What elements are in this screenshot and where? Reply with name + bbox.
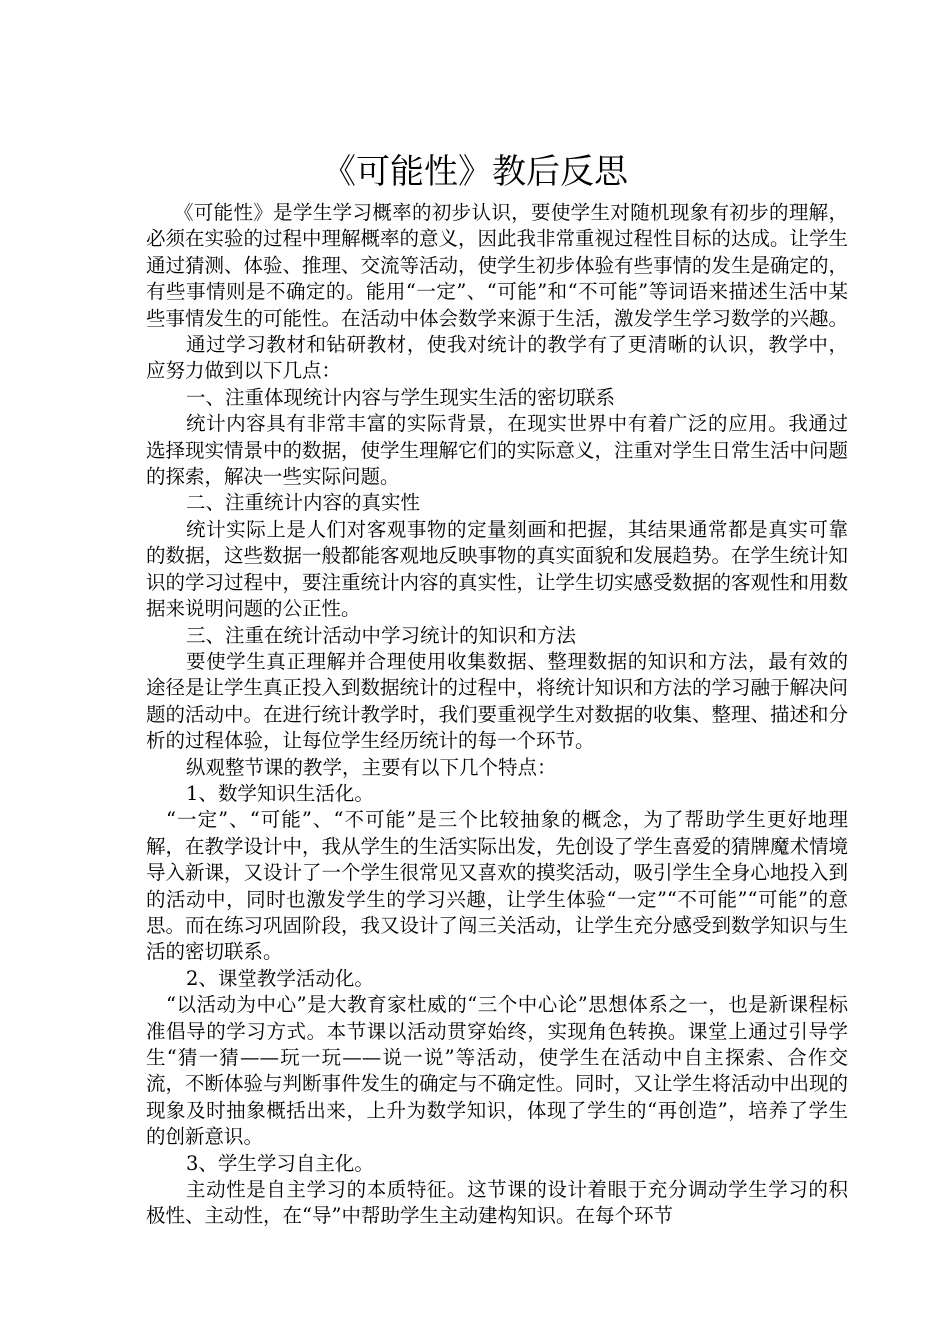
paragraph-features-intro: 纵观整节课的教学，主要有以下几个特点： [186, 755, 557, 779]
paragraph-point-2: 统计实际上是人们对客观事物的定量刻画和把握，其结果通常都是真实可靠的数据，这些数据一般都能客观地反映事物的真实面貌和发展趋势。在学生统计知识的学习过程中，要注重统计内容的真实性，让学生切实感受数据的客观性和用数据来说明问题的公正性。 [146, 517, 849, 621]
paragraph-point-3: 要使学生真正理解并合理使用收集数据、整理数据的知识和方法，最有效的途径是让学生真正投入到数据统计的过程中，将统计知识和方法的学习融于解决问题的活动中。在进行统计教学时，我们要重视学生对数据的收集、整理、描述和分析的过程体验，让每位学生经历统计的每一个环节。 [146, 649, 849, 753]
paragraph-feature-2: “以活动为中心”是大教育家杜威的“三个中心论”思想体系之一，也是新课程标准倡导的学习方式。本节课以活动贯穿始终，实现角色转换。课堂上通过引导学生“猜一猜——玩一玩——说一说”等活动，使学生在活动中自主探索、合作交流，不断体验与判断事件发生的确定与不确定性。同时，又让学生将活动中出现的现象及时抽象概括出来，上升为数学知识，体现了学生的“再创造”，培养了学生的创新意识。 [146, 993, 849, 1149]
paragraph-feature-1: “一定”、“可能”、“不可能”是三个比较抽象的概念，为了帮助学生更好地理解，在教学设计中，我从学生的生活实际出发，先创设了学生喜爱的猜牌魔术情境导入新课，又设计了一个学生很常见又喜欢的摸奖活动，吸引学生全身心地投入到的活动中，同时也激发学生的学习兴趣，让学生体验“一定”“不可能”“可能”的意思。而在练习巩固阶段，我又设计了闯三关活动，让学生充分感受到数学知识与生活的密切联系。 [146, 808, 849, 964]
heading-point-1: 一、注重体现统计内容与学生现实生活的密切联系 [186, 385, 616, 409]
heading-feature-3: 3、学生学习自主化。 [186, 1151, 374, 1175]
paragraph-intro: 《可能性》是学生学习概率的初步认识，要使学生对随机现象有初步的理解，必须在实验的过程中理解概率的意义，因此我非常重视过程性目标的达成。让学生通过猜测、体验、推理、交流等活动，使学生初步体验有些事情的发生是确定的，有些事情则是不确定的。能用“一定”、“可能”和“不可能”等词语来描述生活中某些事情发生的可能性。在活动中体会数学来源于生活，激发学生学习数学的兴趣。 [146, 201, 849, 330]
paragraph-feature-3: 主动性是自主学习的本质特征。这节课的设计着眼于充分调动学生学习的积极性、主动性，在“导”中帮助学生主动建构知识。在每个环节 [146, 1178, 848, 1228]
document-title: 《可能性》教后反思 [322, 152, 628, 192]
heading-point-3: 三、注重在统计活动中学习统计的知识和方法 [186, 623, 577, 647]
heading-point-2: 二、注重统计内容的真实性 [186, 491, 421, 515]
heading-feature-2: 2、课堂教学活动化。 [186, 966, 374, 990]
heading-feature-1: 1、数学知识生活化。 [186, 781, 374, 805]
paragraph-overview: 通过学习教材和钻研教材，使我对统计的教学有了更清晰的认识，教学中，应努力做到以下几点： [146, 333, 848, 383]
paragraph-point-1: 统计内容具有非常丰富的实际背景，在现实世界中有着广泛的应用。我通过选择现实情景中的数据，使学生理解它们的实际意义，注重对学生日常生活中问题的探索，解决一些实际问题。 [146, 412, 849, 489]
document-body [146, 200, 848, 1230]
